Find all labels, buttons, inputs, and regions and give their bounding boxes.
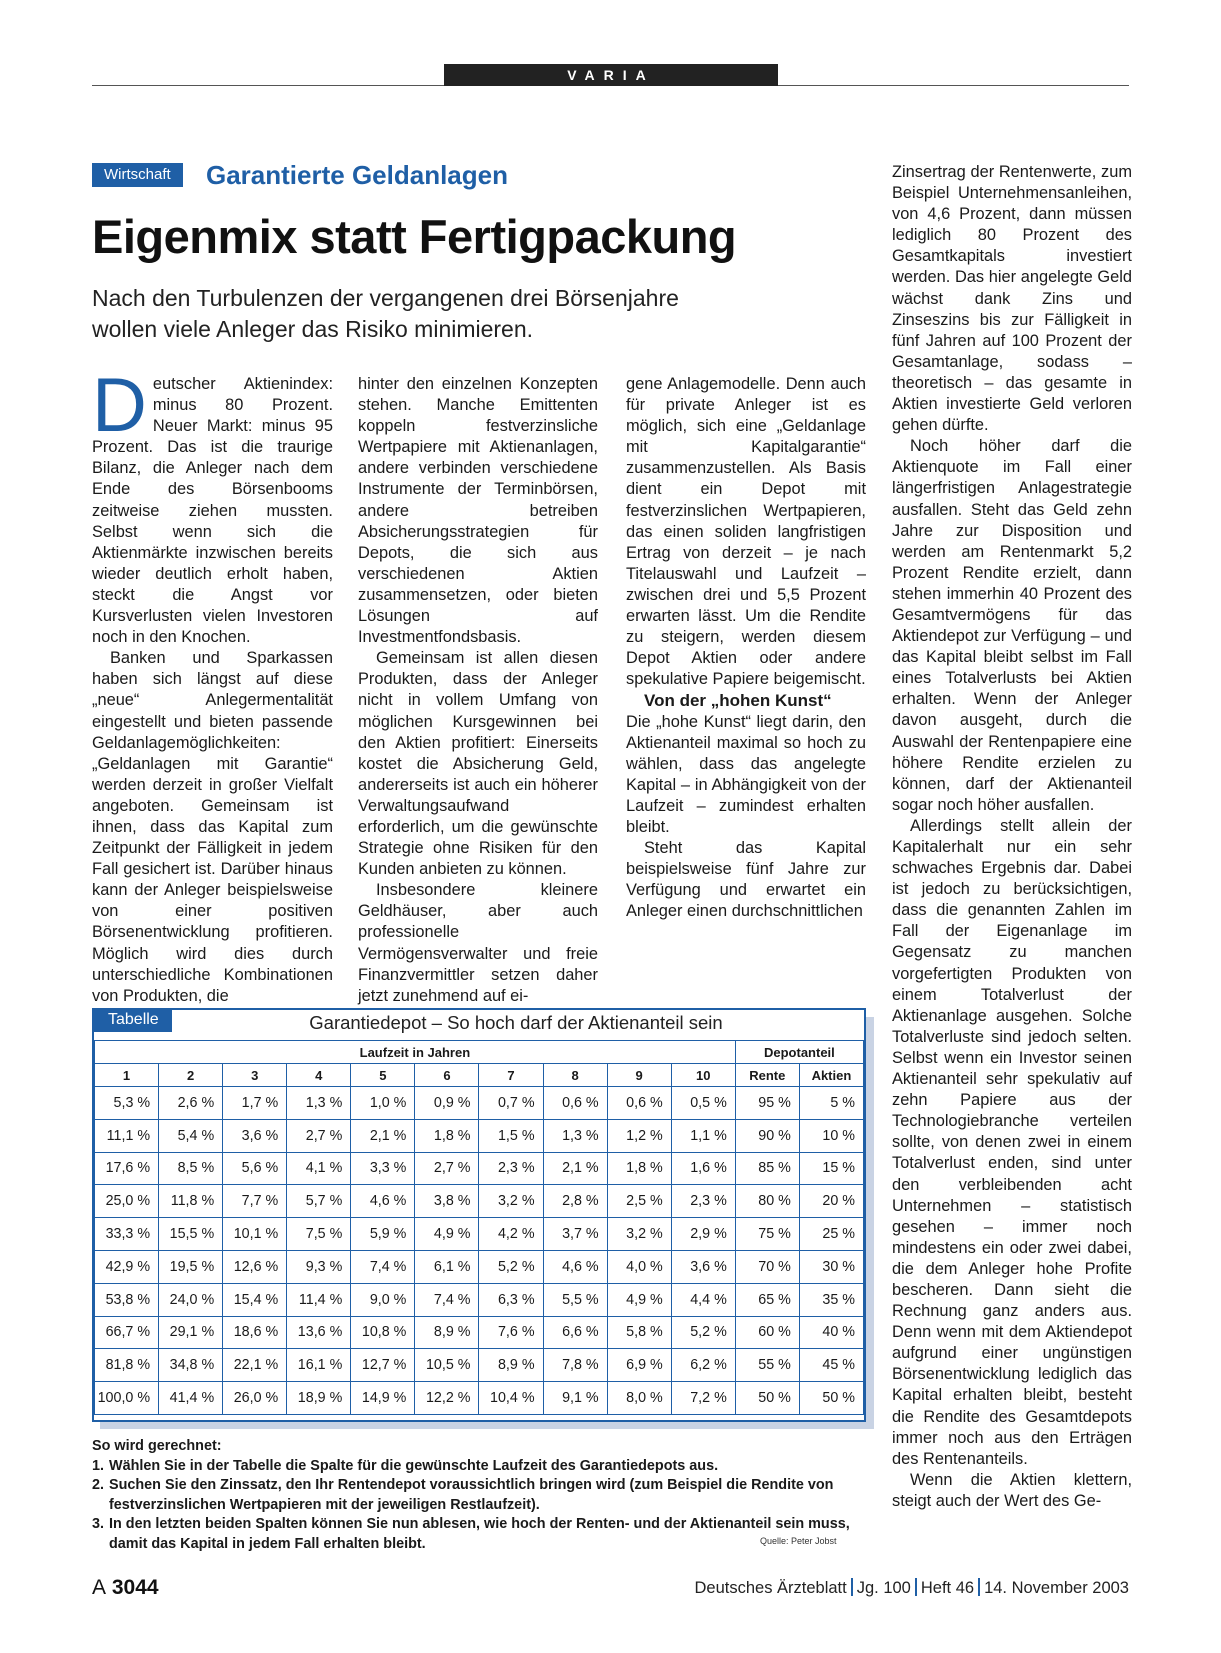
table-cell: 8,9 % bbox=[415, 1316, 479, 1349]
table-cell: 1,5 % bbox=[479, 1119, 543, 1152]
page-prefix: A bbox=[92, 1576, 107, 1599]
table-cell: 9,0 % bbox=[351, 1283, 415, 1316]
table-cell: 13,6 % bbox=[287, 1316, 351, 1349]
table-cell: 1,8 % bbox=[607, 1152, 671, 1185]
table-cell: 6,2 % bbox=[671, 1349, 735, 1382]
table-cell: 22,1 % bbox=[223, 1349, 287, 1382]
table-cell: 8,5 % bbox=[159, 1152, 223, 1185]
table-cell: 55 % bbox=[735, 1349, 799, 1382]
table-cell: 5,6 % bbox=[223, 1152, 287, 1185]
table-cell: 34,8 % bbox=[159, 1349, 223, 1382]
table-cell: 3,6 % bbox=[671, 1250, 735, 1283]
table-cell: 7,6 % bbox=[479, 1316, 543, 1349]
table-cell: 66,7 % bbox=[95, 1316, 159, 1349]
table-cell: 1,1 % bbox=[671, 1119, 735, 1152]
rubric-badge: Wirtschaft bbox=[92, 163, 183, 187]
table-tag: Tabelle bbox=[94, 1008, 172, 1032]
table-cell: 4,9 % bbox=[607, 1283, 671, 1316]
table-cell: 10,1 % bbox=[223, 1218, 287, 1251]
table-cell: 6,9 % bbox=[607, 1349, 671, 1382]
table-cell: 5 % bbox=[799, 1087, 863, 1120]
table-cell: 1,0 % bbox=[351, 1087, 415, 1120]
table-cell: 25 % bbox=[799, 1218, 863, 1251]
table-cell: 2,1 % bbox=[543, 1152, 607, 1185]
table-cell: 65 % bbox=[735, 1283, 799, 1316]
table-header-row bbox=[95, 1064, 864, 1087]
table-cell: 2,8 % bbox=[543, 1185, 607, 1218]
table-cell: 0,6 % bbox=[607, 1087, 671, 1120]
column-header: 3 bbox=[223, 1064, 287, 1087]
table-cell: 90 % bbox=[735, 1119, 799, 1152]
table-cell: 2,7 % bbox=[287, 1119, 351, 1152]
table-cell: 10,4 % bbox=[479, 1382, 543, 1415]
table-cell: 70 % bbox=[735, 1250, 799, 1283]
table-cell: 4,4 % bbox=[671, 1283, 735, 1316]
table-cell: 81,8 % bbox=[95, 1349, 159, 1382]
source-credit: Quelle: Peter Jobst bbox=[760, 1536, 837, 1546]
table-cell: 8,0 % bbox=[607, 1382, 671, 1415]
table-cell: 1,3 % bbox=[543, 1119, 607, 1152]
table-cell: 4,6 % bbox=[543, 1250, 607, 1283]
table-cell: 42,9 % bbox=[95, 1250, 159, 1283]
table-cell: 11,4 % bbox=[287, 1283, 351, 1316]
paragraph bbox=[92, 363, 333, 648]
paragraph-text: eutscher Aktienindex: minus 80 Prozent. Neuer Markt: minus 95 Prozent. Das ist die traurige Bilanz, die Anleger nach dem Ende des Börsenbooms zeitweise ziehen mussten. Selbst wenn sich die Aktienmärkte inzwischen bereits wieder deutlich erholt haben, steckt die Angst vor Kursverlusten vielen Investoren noch in den Knochen. bbox=[92, 375, 333, 647]
page-number bbox=[92, 1576, 159, 1600]
column-header: 2 bbox=[159, 1064, 223, 1087]
table-cell: 14,9 % bbox=[351, 1382, 415, 1415]
table-cell: 35 % bbox=[799, 1283, 863, 1316]
issue: Heft 46 bbox=[920, 1579, 975, 1597]
table-cell: 7,4 % bbox=[415, 1283, 479, 1316]
table-cell: 9,1 % bbox=[543, 1382, 607, 1415]
table-cell: 80 % bbox=[735, 1185, 799, 1218]
table-cell: 0,6 % bbox=[543, 1087, 607, 1120]
notes-heading: So wird gerechnet: bbox=[92, 1438, 222, 1454]
table-cell: 2,9 % bbox=[671, 1218, 735, 1251]
note-text: Suchen Sie den Zinssatz, den Ihr Rentendepot voraussichtlich bringen wird (zum Beispiel die Rendite von festverzinslichen Wertpapieren mit der jeweiligen Restlaufzeit). bbox=[109, 1477, 834, 1513]
note-text: In den letzten beiden Spalten können Sie nun ablesen, wie hoch der Renten- und der Aktienanteil sein muss, damit das Kapital in jedem Fall erhalten bleibt. bbox=[109, 1516, 850, 1552]
separator bbox=[915, 1578, 917, 1596]
table-cell: 15 % bbox=[799, 1152, 863, 1185]
table-row bbox=[95, 1382, 864, 1415]
table-cell: 3,2 % bbox=[607, 1218, 671, 1251]
table-cell: 4,9 % bbox=[415, 1218, 479, 1251]
column-header: 7 bbox=[479, 1064, 543, 1087]
table-cell: 2,1 % bbox=[351, 1119, 415, 1152]
paragraph: Allerdings stellt allein der Kapitalerhalt nur ein sehr schwaches Ergebnis dar. Dabei ist jedoch zu berücksichtigen, dass die genannten Zahlen im Fall der Eigenanlage im Gegensatz zu manchen vorgefertigten Produkten von einem Totalverlust der Aktienanlage ausgehen. Solche Totalverluste sind jedoch selten. Selbst wenn ein Investor seinen Aktienanteil sehr spekulativ auf zehn Papiere aus der Technologiebranche verteilen sollte, von denen zwei in einem Totalverlust enden, sind unter den verbleibenden acht Unternehmen – statistisch gesehen – immer noch mindestens ein oder zwei dabei, die dem Anleger hohe Profite bescheren. Dann sieht die Rechnung ganz anders aus. Denn wenn mit dem Aktiendepot aufgrund einer ungünstigen Börsenentwicklung lediglich das Kapital erhalten bleibt, besteht die Rendite des Gesamtdepots immer noch aus den Erträgen des Rentenanteils. bbox=[892, 816, 1132, 1468]
table-cell: 5,9 % bbox=[351, 1218, 415, 1251]
lede: Nach den Turbulenzen der vergangenen drei Börsenjahre wollen viele Anleger das Risiko minimieren. bbox=[92, 285, 679, 342]
table-cell: 18,9 % bbox=[287, 1382, 351, 1415]
table-cell: 6,6 % bbox=[543, 1316, 607, 1349]
table-cell: 12,7 % bbox=[351, 1349, 415, 1382]
table-cell: 85 % bbox=[735, 1152, 799, 1185]
calculation-notes bbox=[92, 1437, 870, 1554]
table-row bbox=[95, 1250, 864, 1283]
table-cell: 18,6 % bbox=[223, 1316, 287, 1349]
table-row bbox=[95, 1218, 864, 1251]
table-cell: 10,5 % bbox=[415, 1349, 479, 1382]
table-cell: 1,2 % bbox=[607, 1119, 671, 1152]
column-header: 9 bbox=[607, 1064, 671, 1087]
table-cell: 40 % bbox=[799, 1316, 863, 1349]
column-header: Aktien bbox=[799, 1064, 863, 1087]
column-header: 10 bbox=[671, 1064, 735, 1087]
notes-list bbox=[92, 1457, 870, 1555]
table-cell: 41,4 % bbox=[159, 1382, 223, 1415]
table-cell: 95 % bbox=[735, 1087, 799, 1120]
table-cell: 8,9 % bbox=[479, 1349, 543, 1382]
table-cell: 50 % bbox=[735, 1382, 799, 1415]
table-cell: 100,0 % bbox=[95, 1382, 159, 1415]
article-column-4 bbox=[892, 162, 1132, 1512]
table-cell: 24,0 % bbox=[159, 1283, 223, 1316]
table-cell: 1,3 % bbox=[287, 1087, 351, 1120]
group-header-depotanteil: Depotanteil bbox=[735, 1041, 863, 1064]
table-cell: 30 % bbox=[799, 1250, 863, 1283]
table-cell: 0,7 % bbox=[479, 1087, 543, 1120]
table-cell: 1,8 % bbox=[415, 1119, 479, 1152]
table-row bbox=[95, 1119, 864, 1152]
table-cell: 17,6 % bbox=[95, 1152, 159, 1185]
table-cell: 6,1 % bbox=[415, 1250, 479, 1283]
kicker: Garantierte Geldanlagen bbox=[206, 160, 508, 190]
table-cell: 11,8 % bbox=[159, 1185, 223, 1218]
volume: Jg. 100 bbox=[856, 1579, 911, 1597]
table-cell: 4,1 % bbox=[287, 1152, 351, 1185]
paragraph: Steht das Kapital beispielsweise fünf Jahre zur Verfügung und erwartet ein Anleger einen durchschnittlichen bbox=[626, 839, 866, 921]
table-group-header-row bbox=[95, 1041, 864, 1064]
table-title: Garantiedepot – So hoch darf der Aktienanteil sein bbox=[309, 1012, 723, 1033]
table-cell: 2,3 % bbox=[479, 1152, 543, 1185]
table-cell: 50 % bbox=[799, 1382, 863, 1415]
table-cell: 15,5 % bbox=[159, 1218, 223, 1251]
issue-date: 14. November 2003 bbox=[984, 1579, 1129, 1597]
article-column-1 bbox=[92, 363, 333, 1007]
table-cell: 60 % bbox=[735, 1316, 799, 1349]
paragraph: Banken und Sparkassen haben sich längst auf diese „neue“ Anlegermentalität eingestellt und bieten passende Geldanlagemöglichkeiten: „Geldanlagen mit Garantie“ werden derzeit in großer Vielfalt angeboten. Gemeinsam ist ihnen, dass das Kapital zum Zeitpunkt der Fälligkeit in jedem Fall gesichert ist. Darüber hinaus kann der Anleger beispielsweise von einer positiven Börsenentwicklung profitieren. Möglich wird dies durch unterschiedliche Kombinationen von Produkten, die bbox=[92, 649, 333, 1005]
table-cell: 45 % bbox=[799, 1349, 863, 1382]
table-cell: 20 % bbox=[799, 1185, 863, 1218]
table-cell: 7,7 % bbox=[223, 1185, 287, 1218]
guarantee-table bbox=[94, 1040, 864, 1415]
section-banner: VARIA bbox=[444, 64, 778, 86]
table-cell: 75 % bbox=[735, 1218, 799, 1251]
group-header-laufzeit: Laufzeit in Jahren bbox=[95, 1041, 736, 1064]
table-row bbox=[95, 1152, 864, 1185]
table-cell: 9,3 % bbox=[287, 1250, 351, 1283]
table-cell: 10 % bbox=[799, 1119, 863, 1152]
table-cell: 2,5 % bbox=[607, 1185, 671, 1218]
table-cell: 7,4 % bbox=[351, 1250, 415, 1283]
table-cell: 33,3 % bbox=[95, 1218, 159, 1251]
note-item bbox=[92, 1457, 870, 1477]
journal-name: Deutsches Ärzteblatt bbox=[694, 1579, 847, 1597]
note-number: 3. bbox=[92, 1516, 105, 1532]
table-cell: 4,2 % bbox=[479, 1218, 543, 1251]
table-row bbox=[95, 1185, 864, 1218]
table-cell: 1,7 % bbox=[223, 1087, 287, 1120]
table-cell: 2,3 % bbox=[671, 1185, 735, 1218]
table-cell: 5,4 % bbox=[159, 1119, 223, 1152]
note-item bbox=[92, 1515, 870, 1554]
paragraph: Gemeinsam ist allen diesen Produkten, dass der Anleger nicht in vollem Umfang von möglichen Kursgewinnen bei den Aktien profitiert: Einerseits kostet die Absicherung Geld, andererseits ist auch ein höherer Verwaltungsaufwand erforderlich, um die gewünschte Strategie ohne Risiken für den Kunden anbieten zu können. bbox=[358, 649, 598, 879]
table-cell: 5,8 % bbox=[607, 1316, 671, 1349]
table-cell: 5,5 % bbox=[543, 1283, 607, 1316]
table-cell: 1,6 % bbox=[671, 1152, 735, 1185]
table-cell: 19,5 % bbox=[159, 1250, 223, 1283]
table-cell: 0,5 % bbox=[671, 1087, 735, 1120]
paragraph: Zinsertrag der Rentenwerte, zum Beispiel Unternehmensanleihen, von 4,6 Prozent, dann müssen lediglich 80 Prozent des Gesamtkapitals investiert werden. Das hier angelegte Geld wächst dank Zins und Zinseszins bis zur Fälligkeit in fünf Jahren auf 100 Prozent der Gesamtanlage, sodass – theoretisch – das gesamte in Aktien investierte Geld verloren gehen dürfte. bbox=[892, 163, 1132, 435]
table-cell: 10,8 % bbox=[351, 1316, 415, 1349]
table-cell: 3,6 % bbox=[223, 1119, 287, 1152]
column-header: 5 bbox=[351, 1064, 415, 1087]
table-cell: 5,2 % bbox=[479, 1250, 543, 1283]
table-cell: 11,1 % bbox=[95, 1119, 159, 1152]
paragraph: gene Anlagemodelle. Denn auch für private Anleger ist es möglich, sich eine „Geldanlage mit Kapitalgarantie“ zusammenzustellen. Als Basis dient ein Depot mit festverzinslichen Wertpapieren, das einen soliden langfristigen Ertrag von derzeit – je nach Titelauswahl und Laufzeit – zwischen drei und 5,5 Prozent erwarten lässt. Um die Rendite zu steigern, werden diesem Depot Aktien oder andere spekulative Papiere beigemischt. bbox=[626, 375, 866, 689]
table-cell: 12,2 % bbox=[415, 1382, 479, 1415]
paragraph: Wenn die Aktien klettern, steigt auch der Wert des Ge- bbox=[892, 1470, 1132, 1510]
column-header: 8 bbox=[543, 1064, 607, 1087]
table-row bbox=[95, 1087, 864, 1120]
table-cell: 7,2 % bbox=[671, 1382, 735, 1415]
article-column-3 bbox=[626, 374, 866, 922]
column-header: Rente bbox=[735, 1064, 799, 1087]
table-cell: 5,3 % bbox=[95, 1087, 159, 1120]
table-cell: 2,7 % bbox=[415, 1152, 479, 1185]
table-cell: 6,3 % bbox=[479, 1283, 543, 1316]
headline: Eigenmix statt Fertigpackung bbox=[92, 210, 737, 263]
page-number-value: 3044 bbox=[111, 1576, 159, 1599]
table-row bbox=[95, 1316, 864, 1349]
paragraph: Die „hohe Kunst“ liegt darin, den Aktienanteil maximal so hoch zu wählen, dass das angelegte Kapital – in Abhängigkeit von der Laufzeit – zumindest erhalten bleibt. bbox=[626, 712, 866, 836]
table-cell: 16,1 % bbox=[287, 1349, 351, 1382]
subheading: Von der „hohen Kunst“ bbox=[644, 691, 832, 711]
paragraph: hinter den einzelnen Konzepten stehen. Manche Emittenten koppeln festverzinsliche Wertpapiere mit Aktienanlagen, andere verbinden verschiedene Instrumente der Terminbörsen, andere betreiben Absicherungsstrategien für Depots, die sich aus verschiedenen Aktien zusammensetzen, oder bieten Lösungen auf Investmentfondsbasis. bbox=[358, 375, 598, 647]
article-column-2 bbox=[358, 374, 598, 1007]
table-body bbox=[95, 1087, 864, 1415]
table-cell: 53,8 % bbox=[95, 1283, 159, 1316]
table-cell: 5,7 % bbox=[287, 1185, 351, 1218]
note-number: 2. bbox=[92, 1477, 105, 1493]
table-cell: 7,8 % bbox=[543, 1349, 607, 1382]
paragraph: Insbesondere kleinere Geldhäuser, aber auch professionelle Vermögensverwalter und freie Finanzvermittler setzen daher jetzt zunehmend auf ei- bbox=[358, 881, 598, 1005]
note-text: Wählen Sie in der Tabelle die Spalte für die gewünschte Laufzeit des Garantiedepots aus. bbox=[109, 1457, 719, 1474]
table-cell: 4,0 % bbox=[607, 1250, 671, 1283]
table-cell: 12,6 % bbox=[223, 1250, 287, 1283]
separator bbox=[851, 1578, 853, 1596]
note-number: 1. bbox=[92, 1457, 105, 1474]
table-cell: 26,0 % bbox=[223, 1382, 287, 1415]
table-cell: 3,8 % bbox=[415, 1185, 479, 1218]
table-cell: 15,4 % bbox=[223, 1283, 287, 1316]
table-cell: 25,0 % bbox=[95, 1185, 159, 1218]
table-cell: 3,7 % bbox=[543, 1218, 607, 1251]
footer-masthead bbox=[694, 1578, 1129, 1598]
table-cell: 3,3 % bbox=[351, 1152, 415, 1185]
table-row bbox=[95, 1349, 864, 1382]
table-cell: 2,6 % bbox=[159, 1087, 223, 1120]
table-cell: 0,9 % bbox=[415, 1087, 479, 1120]
table-cell: 5,2 % bbox=[671, 1316, 735, 1349]
column-header: 1 bbox=[95, 1064, 159, 1087]
column-header: 6 bbox=[415, 1064, 479, 1087]
paragraph: Noch höher darf die Aktienquote im Fall einer längerfristigen Anlagestrategie ausfallen. Steht das Geld zehn Jahre zur Disposition und werden am Rentenmarkt 5,2 Prozent Rendite erzielt, dann stehen immerhin 40 Prozent des Gesamtvermögens für das Aktiendepot zur Verfügung – und das Kapital bleibt selbst im Fall eines Totalverlusts bei Aktien erhalten. Wenn der Anleger davon ausgeht, durch die Auswahl der Rentenpapiere eine höhere Rendite erzielen zu können, darf der Aktienanteil sogar noch höher ausfallen. bbox=[892, 437, 1132, 814]
table-cell: 4,6 % bbox=[351, 1185, 415, 1218]
drop-cap: D bbox=[92, 363, 147, 448]
column-header: 4 bbox=[287, 1064, 351, 1087]
table-cell: 7,5 % bbox=[287, 1218, 351, 1251]
note-item bbox=[92, 1476, 870, 1515]
table-cell: 29,1 % bbox=[159, 1316, 223, 1349]
table-cell: 3,2 % bbox=[479, 1185, 543, 1218]
separator bbox=[978, 1578, 980, 1596]
table-row bbox=[95, 1283, 864, 1316]
